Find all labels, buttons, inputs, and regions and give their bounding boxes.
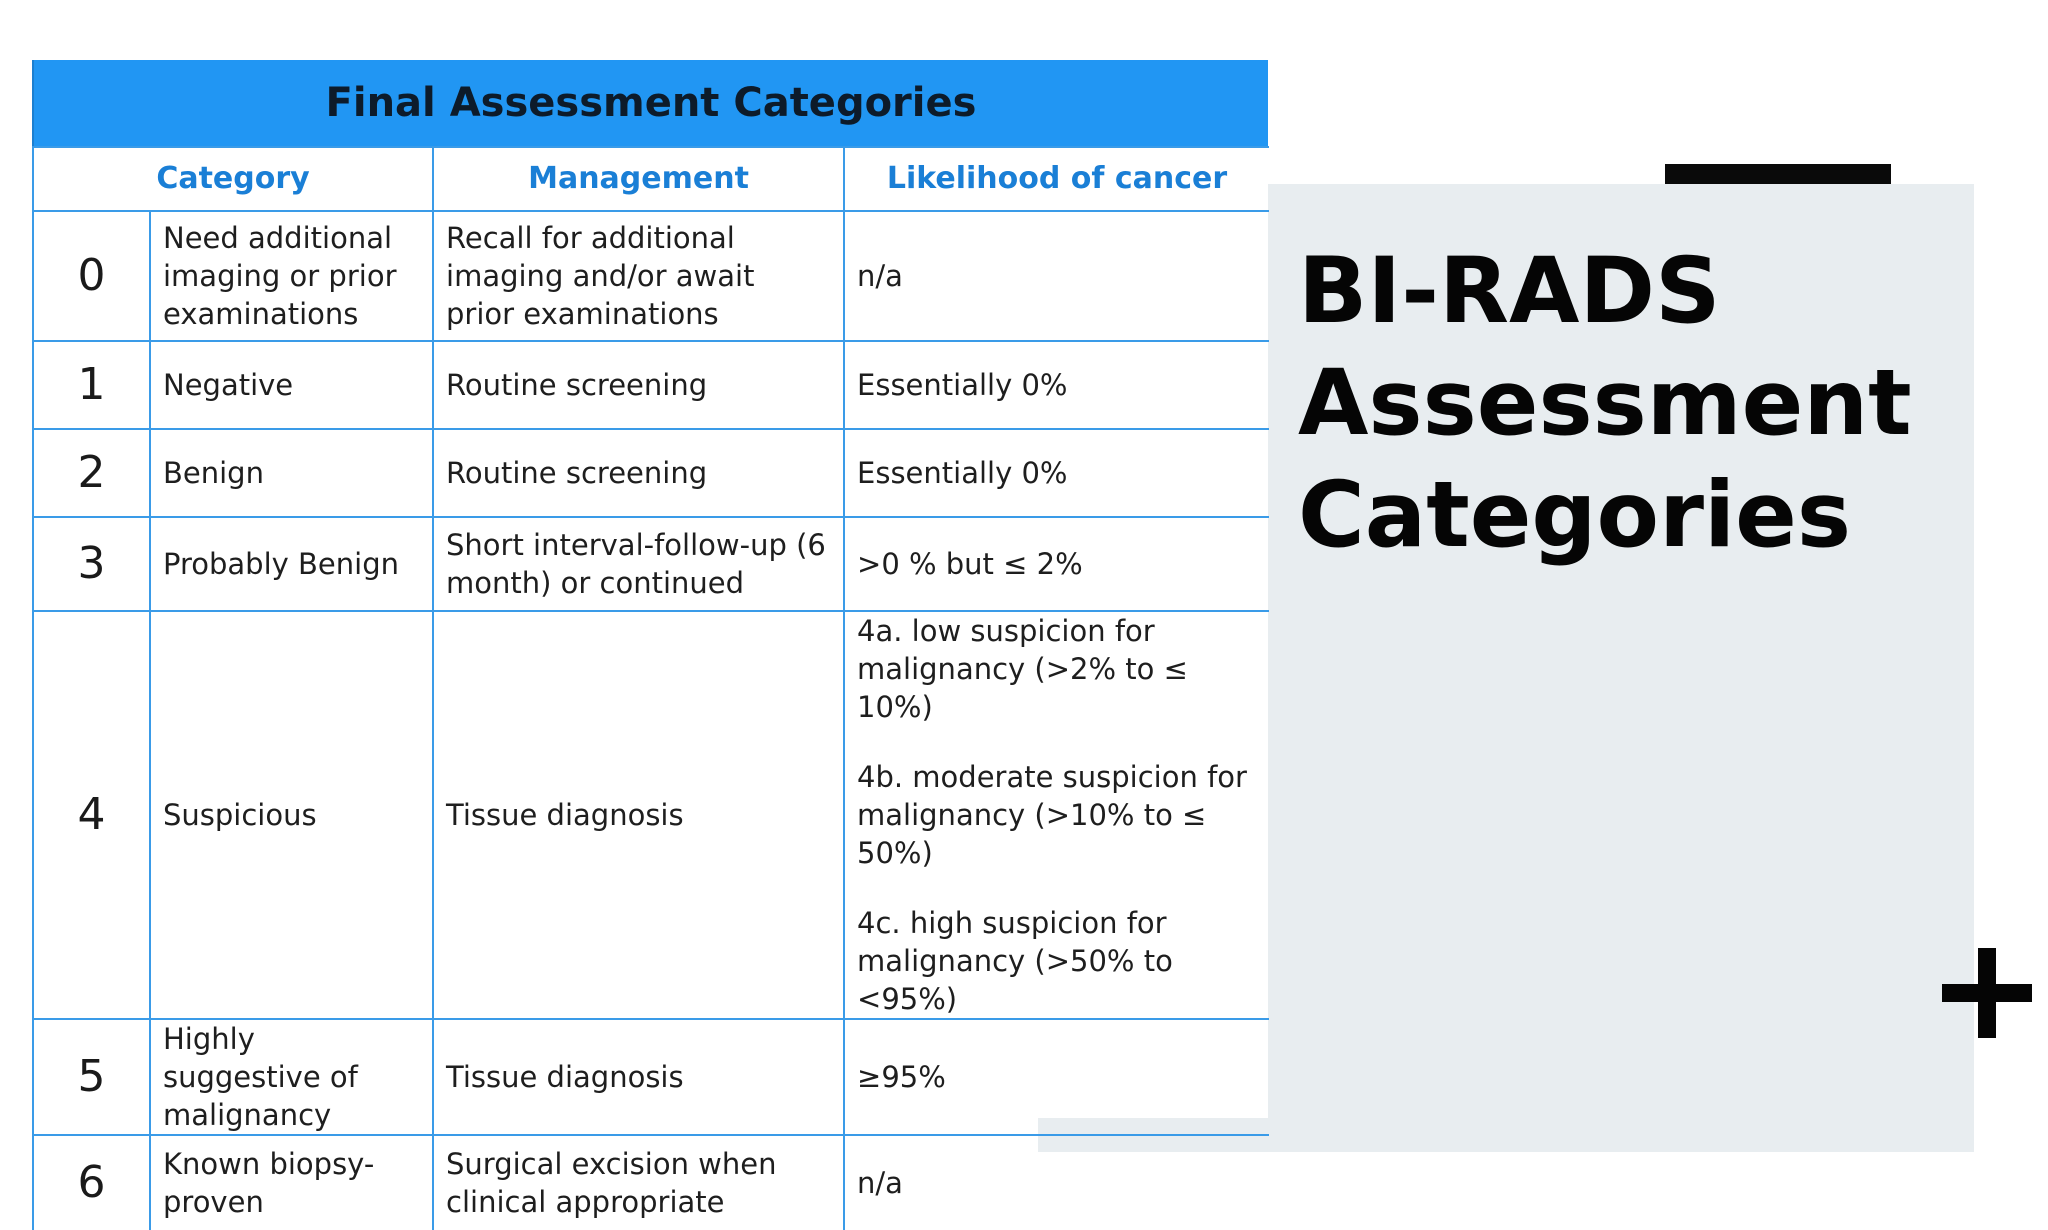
- management-cell: Routine screening: [433, 341, 844, 429]
- management-cell: Recall for additional imaging and/or await prior examinations: [433, 211, 844, 341]
- plus-icon: [1942, 948, 2032, 1038]
- category-number: 6: [33, 1135, 150, 1230]
- assessment-table: [32, 146, 1269, 1230]
- category-name: Negative: [150, 341, 433, 429]
- header-category: Category: [33, 147, 433, 211]
- category-number: 0: [33, 211, 150, 341]
- header-likelihood: Likelihood of cancer: [844, 147, 1269, 211]
- management-cell: Tissue diagnosis: [433, 611, 844, 1019]
- category-name: Known biopsy-proven: [150, 1135, 433, 1230]
- category-number: 1: [33, 341, 150, 429]
- likelihood-cell: Essentially 0%: [844, 429, 1269, 517]
- assessment-table-image: [32, 60, 1268, 1219]
- table-row: [33, 1019, 1269, 1135]
- accent-bar: [1665, 164, 1891, 184]
- management-cell: Routine screening: [433, 429, 844, 517]
- likelihood-4b: 4b. moderate suspicion for malignancy (>10% to ≤ 50%): [857, 760, 1247, 870]
- table-row: [33, 341, 1269, 429]
- table-title: Final Assessment Categories: [32, 60, 1268, 146]
- header-management: Management: [433, 147, 844, 211]
- likelihood-cell: Essentially 0%: [844, 341, 1269, 429]
- likelihood-cell: n/a: [844, 211, 1269, 341]
- table-row: [33, 517, 1269, 611]
- table-row: [33, 611, 1269, 1019]
- likelihood-cell: n/a: [844, 1135, 1269, 1230]
- table-row: [33, 429, 1269, 517]
- category-number: 3: [33, 517, 150, 611]
- category-name: Benign: [150, 429, 433, 517]
- likelihood-4c: 4c. high suspicion for malignancy (>50% to <95%): [857, 906, 1173, 1016]
- likelihood-cell: [844, 611, 1269, 1019]
- management-cell: Tissue diagnosis: [433, 1019, 844, 1135]
- category-name: Suspicious: [150, 611, 433, 1019]
- table-row: [33, 211, 1269, 341]
- category-name: Probably Benign: [150, 517, 433, 611]
- slide-title-line-1: BI-RADS: [1298, 239, 1721, 344]
- category-number: 5: [33, 1019, 150, 1135]
- likelihood-4a: 4a. low suspicion for malignancy (>2% to ≤ 10%): [857, 614, 1188, 724]
- category-number: 4: [33, 611, 150, 1019]
- category-name: Need additional imaging or prior examinations: [150, 211, 433, 341]
- category-number: 2: [33, 429, 150, 517]
- likelihood-cell: >0 % but ≤ 2%: [844, 517, 1269, 611]
- category-name: Highly suggestive of malignancy: [150, 1019, 433, 1135]
- table-row: [33, 1135, 1269, 1230]
- management-cell: Short interval-follow-up (6 month) or continued: [433, 517, 844, 611]
- management-cell: Surgical excision when clinical appropriate: [433, 1135, 844, 1230]
- slide-title: [1298, 236, 1938, 572]
- slide-title-line-3: Categories: [1298, 463, 1852, 568]
- table-header-row: [33, 147, 1269, 211]
- slide-title-line-2: Assessment: [1298, 351, 1912, 456]
- likelihood-cell: ≥95%: [844, 1019, 1269, 1135]
